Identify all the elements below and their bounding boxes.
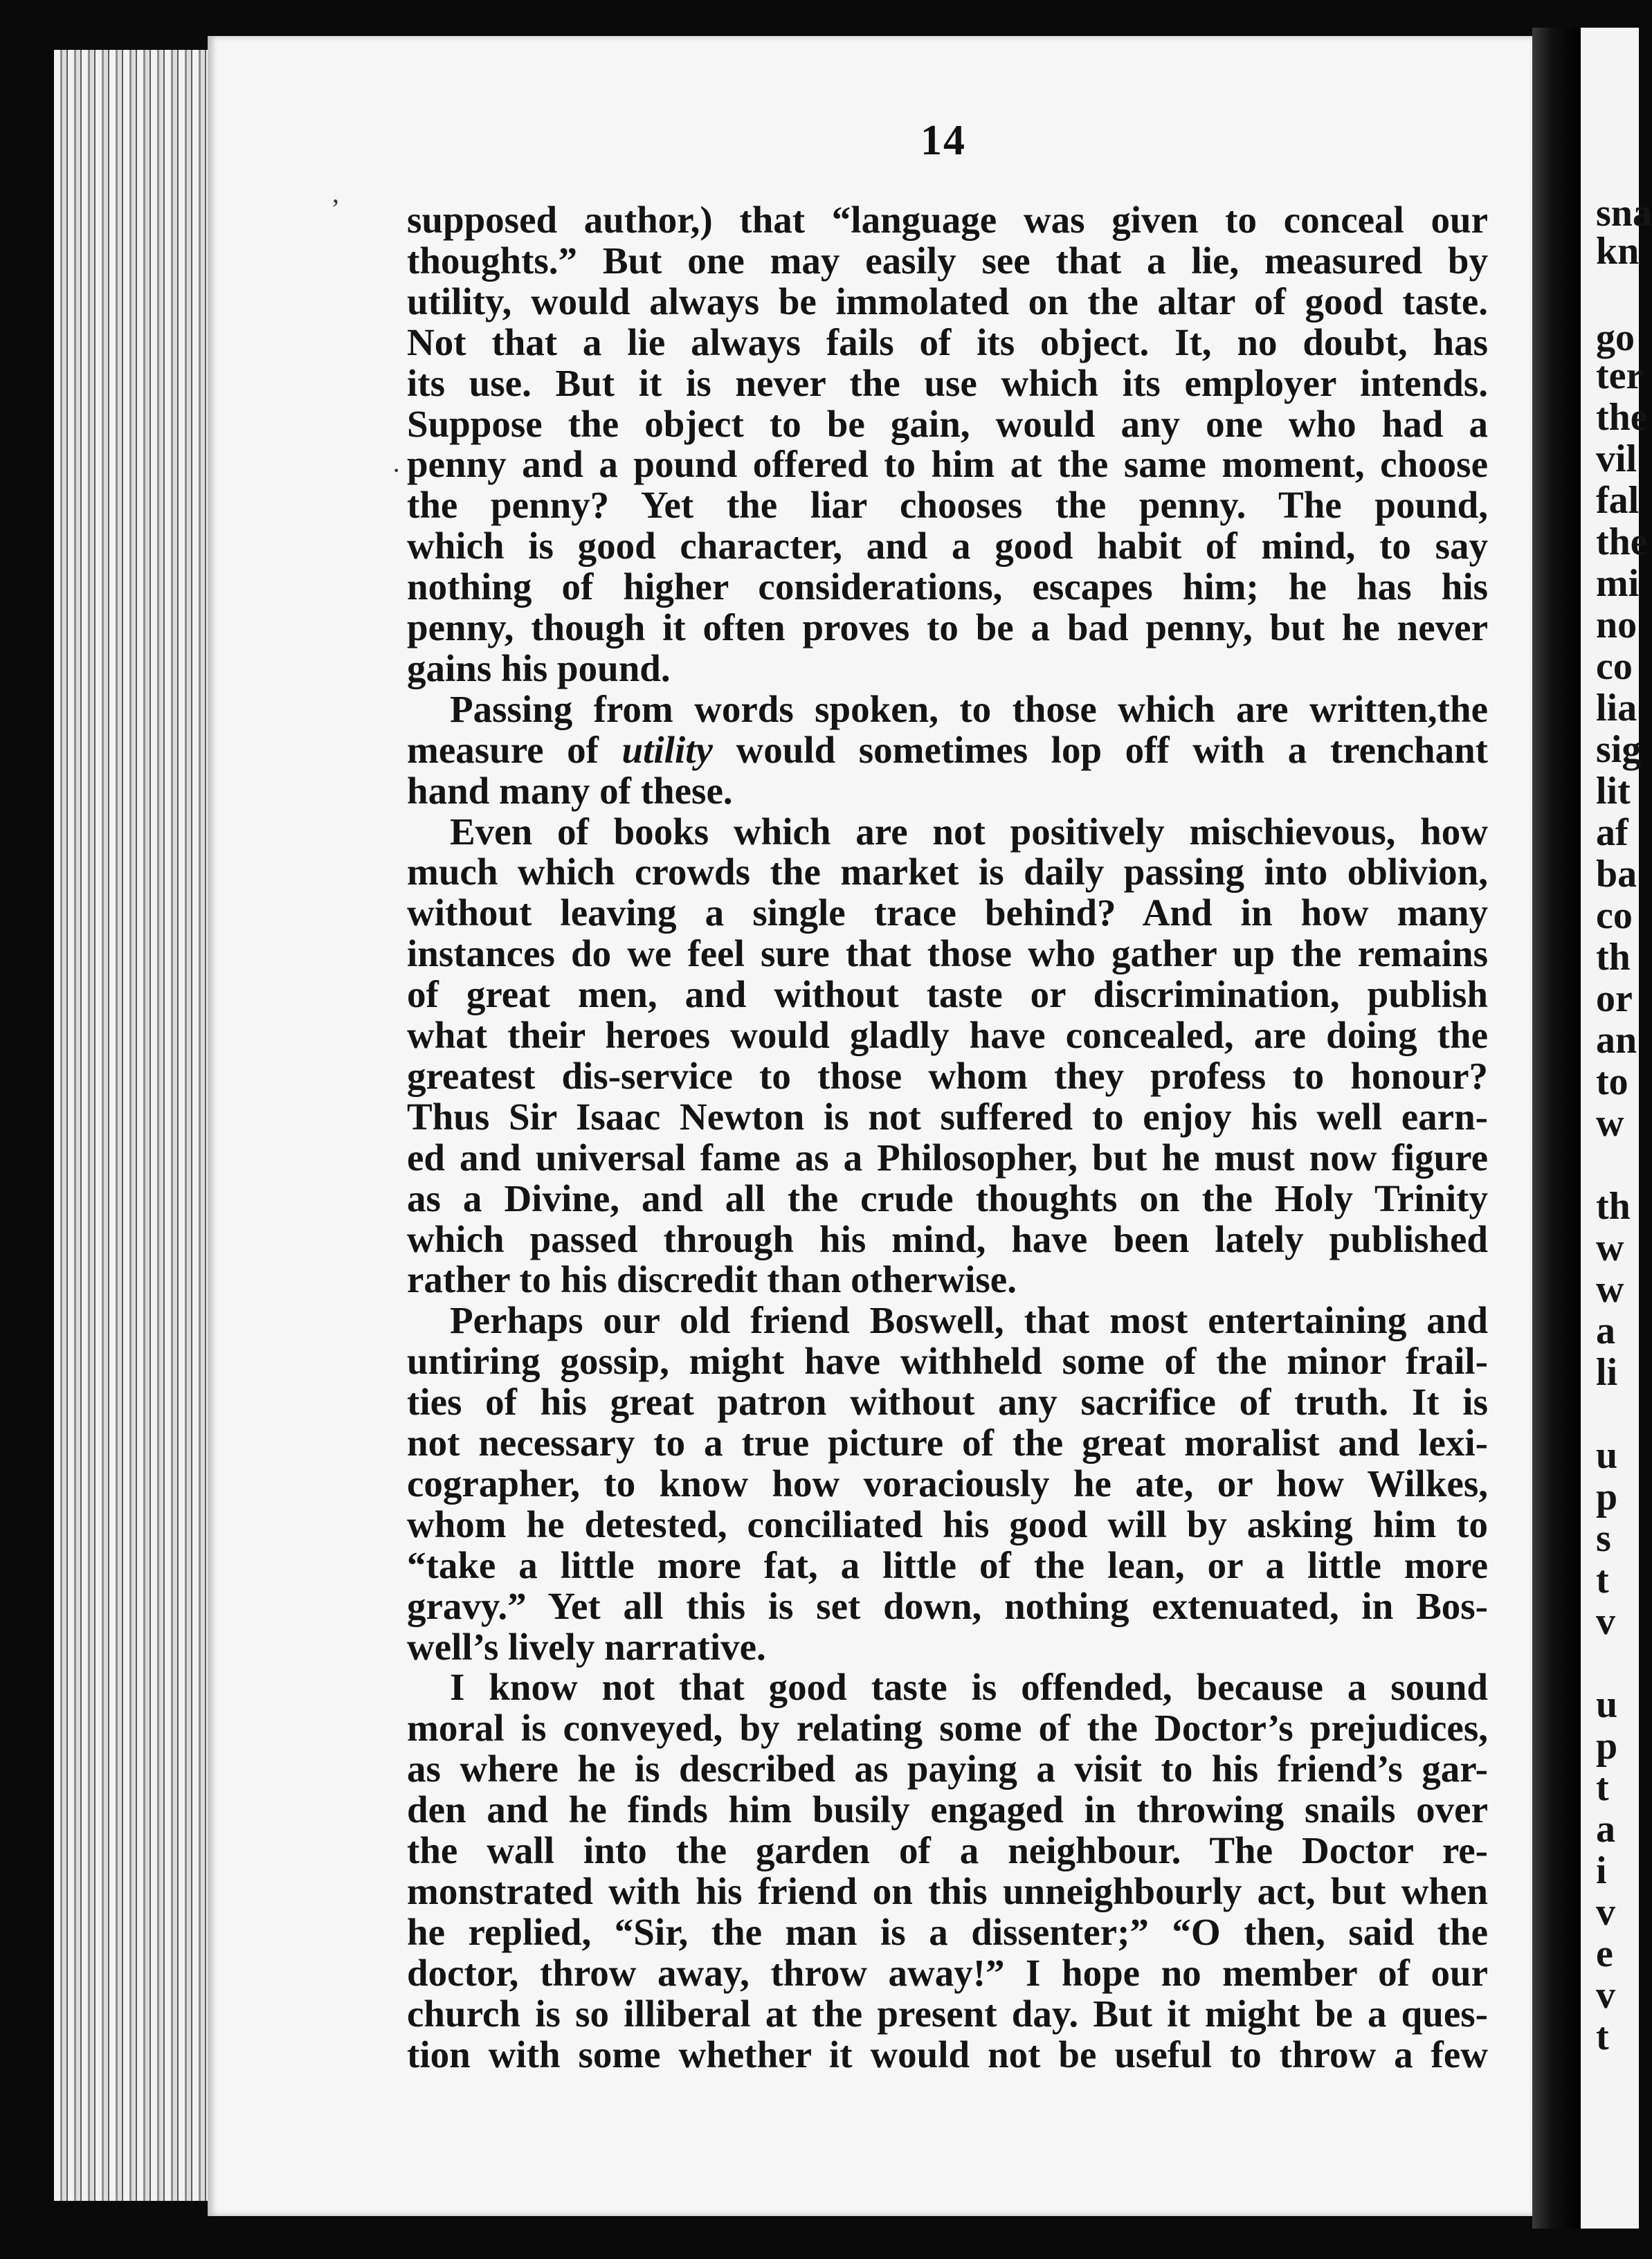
page-number: 14 [920,117,966,164]
text-line: thoughts.” But one may easily see that a lie, measured by [407,239,1488,282]
facing-page-text: no [1596,604,1637,646]
text-line: rather to his discredit than otherwise. [407,1258,1017,1301]
text-line: monstrated with his friend on this unneighbourly act, but when [407,1869,1488,1912]
text-line: ed and universal fame as a Philosopher, but he must now figure [407,1136,1488,1179]
facing-page-text: u [1596,1683,1618,1726]
facing-page-text: w [1596,1268,1624,1311]
text-line: hand many of these. [407,769,733,812]
text-line: den and he finds him busily engaged in throwing snails over [407,1788,1488,1831]
facing-page-text: lia [1596,687,1637,729]
facing-page-text: a [1596,1808,1615,1851]
facing-page-text: w [1596,1226,1624,1269]
text-line: untiring gossip, might have withheld some of the minor frail- [407,1340,1488,1383]
text-line: instances do we feel sure that those who gather up the remains [407,932,1488,975]
text-line: not necessary to a true picture of the great moralist and lexi- [407,1422,1488,1464]
text-line: Thus Sir Isaac Newton is not suffered to enjoy his well earn- [407,1095,1488,1138]
text-line: Passing from words spoken, to those which are written,the [450,687,1488,730]
text-line: tion with some whether it would not be useful to throw a few [407,2033,1488,2076]
facing-page-text: t [1596,1766,1609,1809]
text-line: supposed author,) that “language was given to conceal our [407,199,1488,241]
text-line: utility, would always be immolated on the altar of good taste. [407,280,1488,323]
facing-page-text: u [1596,1434,1618,1477]
facing-page-text: p [1596,1725,1618,1768]
text-line: without leaving a single trace behind? And in how many [407,891,1488,934]
text-line: the penny? Yet the liar chooses the penny. The pound, [407,484,1488,527]
facing-page-text: the [1596,520,1648,563]
facing-page-text: the [1596,396,1648,439]
facing-page-text: ter [1596,354,1644,397]
facing-page-text: or [1596,977,1633,1020]
text-line: gravy.” Yet all this is set down, nothing extenuated, in Bos- [407,1584,1488,1627]
text-line: Even of books which are not positively mischievous, how [450,810,1488,853]
facing-page-text: an [1596,1019,1637,1062]
text-line: much which crowds the market is daily passing into oblivion, [407,851,1488,893]
text-line: measure of utility would sometimes lop off with a trenchant [407,728,1488,771]
facing-page-text: p [1596,1476,1618,1518]
facing-page-text: v [1596,1600,1615,1643]
facing-page-text: i [1596,1849,1607,1892]
text-line: Suppose the object to be gain, would any one who had a [407,402,1488,445]
text-line: gains his pound. [407,646,671,689]
facing-page-text: fal [1596,479,1640,522]
text-line: he replied, “Sir, the man is a dissenter;” “O then, said the [407,1910,1488,1953]
facing-page-text: th [1596,1185,1631,1228]
text-line: as a Divine, and all the crude thoughts on the Holy Trinity [407,1177,1488,1219]
facing-page-text: to [1596,1060,1628,1103]
text-line: doctor, throw away, throw away!” I hope no member of our [407,1951,1488,1994]
text-line: which passed through his mind, have been lately published [407,1217,1488,1260]
text-line: as where he is described as paying a visit to his friend’s gar- [407,1748,1488,1790]
ink-mark: · [392,455,401,486]
text-line: ties of his great patron without any sacrifice of truth. It is [407,1381,1488,1424]
facing-page-text: kn [1596,230,1640,273]
text-line: whom he detested, conciliated his good will by asking him to [407,1503,1488,1545]
facing-page-text: vil [1596,437,1637,480]
facing-page-text: v [1596,1891,1615,1934]
facing-page-text: ba [1596,853,1637,896]
text-line: greatest dis-service to those whom they profess to honour? [407,1054,1488,1097]
facing-page-text: co [1596,894,1633,937]
emphasis: utility [621,728,713,771]
text-line: penny, though it often proves to be a bad penny, but he never [407,606,1488,648]
text-line: moral is conveyed, by relating some of the Doctor’s prejudices, [407,1707,1488,1750]
facing-page-text: li [1596,1351,1618,1394]
text-line: Not that a lie always fails of its object. It, no doubt, has [407,320,1488,363]
text-line: what their heroes would gladly have concealed, are doing the [407,1014,1488,1056]
text-line: of great men, and without taste or discrimination, publish [407,973,1488,1016]
text-line: church is so illiberal at the present day. But it might be a ques- [407,1992,1488,2035]
facing-page-text: lit [1596,770,1631,813]
text-line: its use. But it is never the use which its employer intends. [407,361,1488,404]
facing-page-text: v [1596,1974,1615,2017]
facing-page-text: w [1596,1102,1624,1145]
facing-page-text: mi [1596,562,1640,605]
facing-page-text: sna [1596,192,1652,235]
book-gutter [1532,28,1581,2229]
text-line: which is good character, and a good habit of mind, to say [407,525,1488,568]
text-line: Perhaps our old friend Boswell, that most entertaining and [450,1299,1488,1342]
book-page-edges [54,50,213,2201]
text-line: well’s lively narrative. [407,1625,766,1668]
facing-page-text: th [1596,936,1631,979]
text-line: penny and a pound offered to him at the same moment, choose [407,443,1488,486]
facing-page-text: co [1596,645,1633,688]
facing-page-text: af [1596,811,1628,854]
facing-page-text: go [1596,316,1635,359]
facing-page-fragment [1581,28,1652,2229]
facing-page-text: e [1596,1932,1613,1975]
text-line: “take a little more fat, a little of the lean, or a little more [407,1543,1488,1586]
facing-page-text: t [1596,1559,1609,1602]
facing-page-text: sig [1596,728,1642,771]
text-line: I know not that good taste is offended, because a sound [450,1666,1488,1709]
ink-mark: ’ [331,193,341,224]
facing-page-text: s [1596,1517,1611,1560]
facing-page-text: a [1596,1309,1615,1352]
text-line: the wall into the garden of a neighbour. The Doctor re- [407,1829,1488,1871]
text-line: cographer, to know how voraciously he ate, or how Wilkes, [407,1462,1488,1505]
facing-page-text: t [1596,2015,1609,2058]
text-line: nothing of higher considerations, escapes him; he has his [407,565,1488,608]
